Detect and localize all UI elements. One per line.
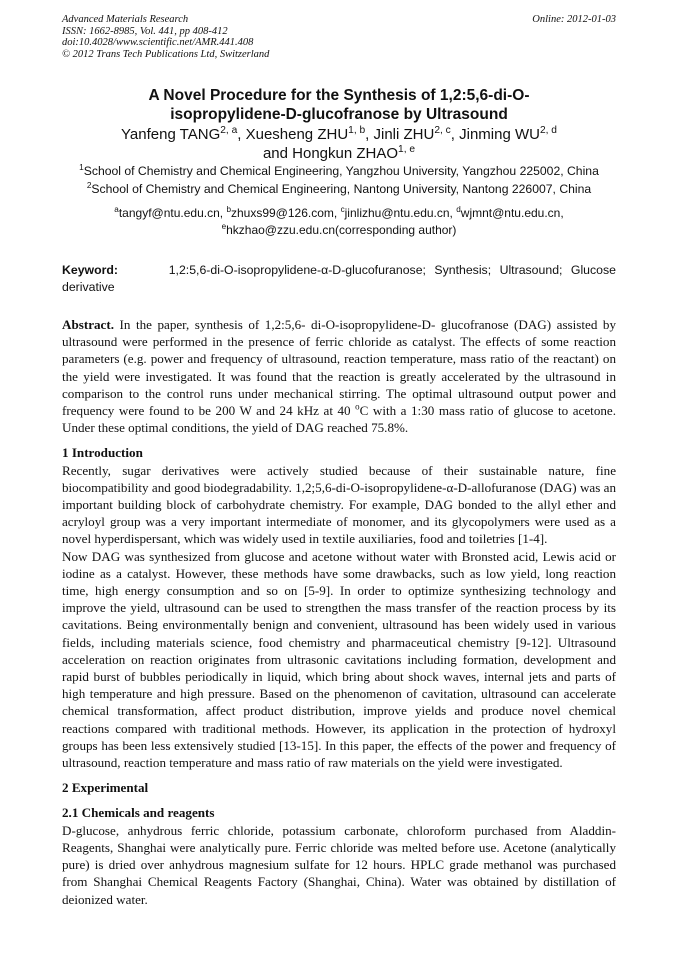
keyword-text: 1,2:5,6-di-O-isopropylidene-α-D-glucofuranose; Synthesis; Ultrasound; Glucose derivative [62,263,617,294]
abstract [62,316,616,436]
authors-line-1 [62,125,616,144]
journal-name: Advanced Materials Research [62,14,189,25]
affiliation-text: School of Chemistry and Chemical Engineering, Nantong University, Nantong 226007, China [91,182,592,196]
title-line-1: A Novel Procedure for the Synthesis of 1,2:5,6-di-O- [148,87,530,104]
degree-sup: o [355,401,360,412]
intro-paragraph-2: Now DAG was synthesized from glucose and acetone without water with Bronsted acid, Lewis acid or iodine as a catalyst. However, these methods have some drawbacks, such as low yield, long reaction time, high energy consumption and so on [5-9]. In order to optimize synthesizing technology and improve the yield, ultrasound can be used to strengthen the mass transfer of the reaction process by its cavitations. Being environmentally benign and convenient, ultrasound has been widely used in various fields, including materials science, food chemistry and pharmaceutical chemistry [9-12]. Ultrasound acceleration on reaction originates from ultrasonic cavitations including formation, development and rapid burst of bubbles periodically in liquid, which bring about shock waves, internal jets and parts of high temperature and high pressure. Based on the phenomenon of cavitation, ultrasound can accelerate chemical transformation, affect product distribution, improve yields and produce novel chemical reactions compared with traditional methods. However, its application in the protection of hydroxyl groups has been less extensively studied [13-15]. In this paper, the effects of the power and frequency of ultrasound, reaction temperature and mass ratio of raw materials on the yield were investigated. [62,548,616,771]
emails-line-1 [62,205,616,222]
email-address: jinlizhu@ntu.edu.cn, [344,206,457,220]
author-list [62,125,616,163]
paper-title [62,86,616,124]
author-name: Xuesheng ZHU [245,126,349,143]
copyright-line: © 2012 Trans Tech Publications Ltd, Switzerland [62,48,270,60]
chemicals-paragraph: D-glucose, anhydrous ferric chloride, potassium carbonate, chloroform purchased from Aladdin-Reagents, Shanghai were analytically pure. Ferric chloride was melted before use. Acetone (analytically pure) is dried over anhydrous magnesium sulfate for 12 hours. HPLC grade methanol was purchased from Shanghai Chemical Reagents Factory (Shanghai, China). Water was obtained by distillation of deionized water. [62,822,616,907]
section-heading-introduction: 1 Introduction [62,445,143,461]
email-address: zhuxs99@126.com, [230,206,341,220]
authors-line-2 [62,144,616,163]
author-separator: , [365,126,374,143]
emails-line-2 [62,222,616,239]
affiliation-number: 2 [86,179,92,190]
author-affil-sup: 2, d [539,125,557,136]
main-body [62,316,616,908]
affiliation-1 [62,162,616,180]
author-affil-sup: 2, a [220,125,238,136]
section-heading-experimental: 2 Experimental [62,780,149,796]
email-sup: c [340,205,345,214]
email-list [62,205,616,239]
author-name: Jinli ZHU [373,126,435,143]
online-date: Online: 2012-01-03 [532,14,616,25]
affiliation-text: School of Chemistry and Chemical Engineering, Yangzhou University, Yangzhou 225002, China [83,164,599,178]
email-address: tangyf@ntu.edu.cn, [118,206,227,220]
author-affil-sup: 2, c [434,125,451,136]
affiliation-number: 1 [79,161,84,172]
email-sup: d [456,205,461,214]
intro-paragraph-1: Recently, sugar derivatives were actively studied because of their sustainable nature, fine biocompatibility and good biodegradability. 1,2;5,6-di-O-isopropylidene-α-D-allofuranose (DAG) was an important building block of carbohydrate chemistry. For example, DAG bonded to the allyl ether and acryloyl group was a very important intermediate of monomer, and its glycopolymers were used as a novel hyperdispersant, which was widely used in textile auxiliaries, food and toiletries [1-4]. [62,462,616,547]
subsection-heading-chemicals: 2.1 Chemicals and reagents [62,805,215,821]
email-address: hkzhao@zzu.edu.cn(corresponding author) [226,223,457,237]
author-separator: , [450,126,460,143]
keyword-label: Keyword: [62,263,119,277]
author-affil-sup: 1, e [398,144,416,155]
running-header [62,14,616,60]
abstract-text-end: C with a 1:30 mass ratio of glucose to acetone. Under these optimal conditions, the yield of DAG reached 75.8%. [62,403,616,436]
author-separator: , [237,126,246,143]
email-sup: b [226,205,231,214]
title-line-2: isopropylidene-D-glucofranose by Ultrasound [170,106,508,123]
author-name: Jinming WU [459,126,540,143]
affiliations [62,162,616,198]
keywords [62,262,616,296]
email-address: wjmnt@ntu.edu.cn, [460,206,564,220]
author-conjunction: and [262,145,293,162]
abstract-label: Abstract. [62,317,114,332]
email-sup: a [114,205,119,214]
author-name: Hongkun ZHAO [292,145,399,162]
issn-line: ISSN: 1662-8985, Vol. 441, pp 408-412 [62,25,228,37]
email-sup: e [221,222,227,231]
author-affil-sup: 1, b [348,125,366,136]
affiliation-2 [62,180,616,198]
doi-line: doi:10.4028/www.scientific.net/AMR.441.408 [62,37,254,48]
author-name: Yanfeng TANG [121,126,221,143]
abstract-text: In the paper, synthesis of 1,2:5,6- di-O-isopropylidene-D- glucofranose (DAG) assisted by ultrasound were performed in the presence of ferric chloride as catalyst. The effects of some reaction parameters (e.g. power and frequency of ultrasound, reaction temperature, mass ratio of the reactant) on the yield were investigated. It was found that the reaction is greatly accelerated by the ultrasound in comparison to the control runs under mechanical stirring. The optimal ultrasound output power and frequency were found to be 200 W and 24 kHz at 40 [62,317,616,419]
